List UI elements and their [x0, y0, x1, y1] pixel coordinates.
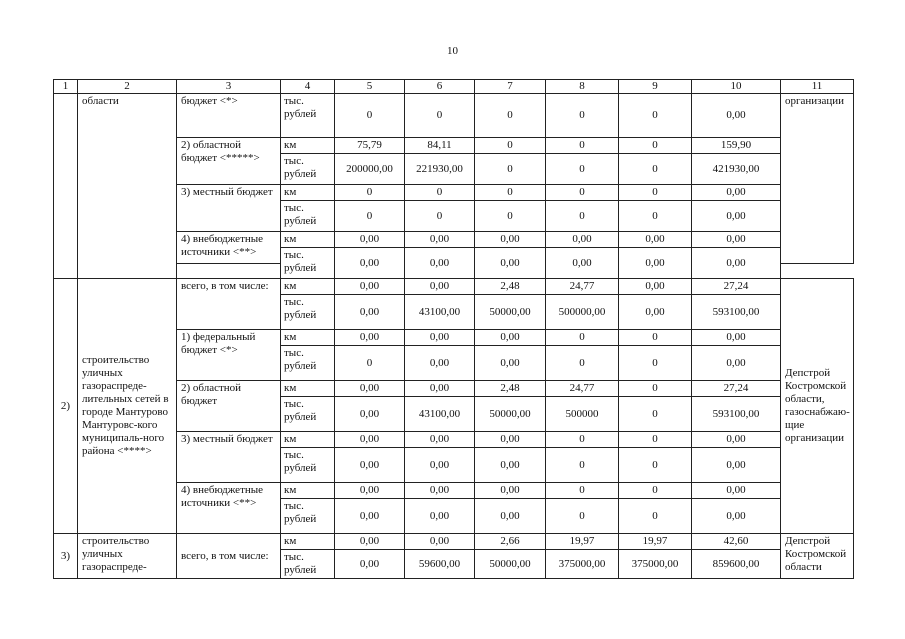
value-cell: 0 [405, 94, 475, 138]
value-cell: 50000,00 [475, 397, 546, 432]
table-row [54, 279, 854, 295]
value-cell: 0,00 [405, 483, 475, 499]
value-cell: 0,00 [475, 499, 546, 534]
unit-cell: км [281, 534, 335, 550]
value-cell: 0,00 [546, 248, 619, 279]
value-cell: 0 [475, 94, 546, 138]
unit-cell: тыс. рублей [281, 499, 335, 534]
value-cell: 0 [619, 185, 692, 201]
value-cell: 0,00 [335, 232, 405, 248]
value-cell: 0,00 [405, 534, 475, 550]
value-cell: 0,00 [475, 432, 546, 448]
value-cell: 0,00 [335, 534, 405, 550]
value-cell: 0 [546, 346, 619, 381]
table-row [54, 94, 854, 138]
value-cell: 0 [619, 381, 692, 397]
funding-source: 4) внебюджетные источники <**> [177, 483, 281, 534]
col-header: 8 [546, 80, 619, 94]
value-cell: 0,00 [335, 550, 405, 579]
value-cell: 0,00 [475, 483, 546, 499]
value-cell: 0,00 [475, 448, 546, 483]
unit-cell: тыс. рублей [281, 550, 335, 579]
value-cell: 0 [546, 138, 619, 154]
unit-cell: тыс. рублей [281, 397, 335, 432]
budget-table [53, 79, 854, 579]
col-header: 4 [281, 80, 335, 94]
value-cell: 0 [546, 94, 619, 138]
value-cell: 221930,00 [405, 154, 475, 185]
unit-cell: тыс. рублей [281, 248, 335, 279]
table-row [54, 534, 854, 550]
unit-cell: тыс. рублей [281, 448, 335, 483]
value-cell: 0 [619, 94, 692, 138]
value-cell: 0 [546, 330, 619, 346]
col-header: 3 [177, 80, 281, 94]
value-cell: 0,00 [619, 248, 692, 279]
value-cell: 0,00 [619, 232, 692, 248]
funding-source: всего, в том числе: [177, 534, 281, 579]
value-cell: 0,00 [405, 248, 475, 279]
value-cell: 500000,00 [546, 295, 619, 330]
value-cell: 0 [335, 94, 405, 138]
value-cell: 0 [546, 483, 619, 499]
value-cell: 0,00 [692, 346, 781, 381]
value-cell: 0,00 [335, 483, 405, 499]
measure-description: строительство уличных газораспреде- [78, 534, 177, 579]
value-cell: 0,00 [692, 185, 781, 201]
value-cell: 0 [475, 185, 546, 201]
value-cell: 27,24 [692, 381, 781, 397]
unit-cell: тыс. рублей [281, 94, 335, 138]
funding-source: 1) федеральный бюджет <*> [177, 330, 281, 381]
value-cell: 0,00 [405, 346, 475, 381]
value-cell: 0,00 [405, 330, 475, 346]
value-cell: 0 [619, 346, 692, 381]
value-cell: 0,00 [405, 448, 475, 483]
row-number: 3) [54, 534, 78, 579]
value-cell: 0,00 [546, 232, 619, 248]
col-header: 7 [475, 80, 546, 94]
value-cell: 0,00 [692, 448, 781, 483]
unit-cell: км [281, 381, 335, 397]
value-cell: 593100,00 [692, 295, 781, 330]
value-cell: 0,00 [692, 94, 781, 138]
unit-cell: км [281, 185, 335, 201]
value-cell: 0,00 [335, 381, 405, 397]
unit-cell: км [281, 279, 335, 295]
value-cell: 43100,00 [405, 295, 475, 330]
value-cell: 0,00 [405, 232, 475, 248]
unit-cell: км [281, 483, 335, 499]
executor-cell: Депстрой Костромской области, газоснабжаю-щие организации [781, 279, 854, 534]
value-cell: 0 [475, 138, 546, 154]
value-cell: 24,77 [546, 279, 619, 295]
value-cell: 0,00 [692, 432, 781, 448]
value-cell: 375000,00 [619, 550, 692, 579]
value-cell: 0 [475, 201, 546, 232]
value-cell: 200000,00 [335, 154, 405, 185]
funding-source: всего, в том числе: [177, 279, 281, 330]
value-cell: 0 [546, 432, 619, 448]
measure-description: области [78, 94, 177, 279]
value-cell: 75,79 [335, 138, 405, 154]
value-cell: 0 [619, 432, 692, 448]
value-cell: 0,00 [405, 432, 475, 448]
value-cell: 0 [619, 330, 692, 346]
value-cell: 2,66 [475, 534, 546, 550]
value-cell: 0 [546, 185, 619, 201]
value-cell: 0,00 [405, 279, 475, 295]
value-cell: 0,00 [475, 232, 546, 248]
col-header: 10 [692, 80, 781, 94]
value-cell: 0,00 [619, 279, 692, 295]
value-cell: 0,00 [475, 330, 546, 346]
value-cell: 0,00 [335, 330, 405, 346]
value-cell: 0 [475, 154, 546, 185]
value-cell: 0,00 [335, 295, 405, 330]
value-cell: 2,48 [475, 381, 546, 397]
header-row [54, 80, 854, 94]
funding-source: 3) местный бюджет [177, 185, 281, 232]
value-cell: 0 [546, 448, 619, 483]
measure-description: строительство уличных газораспреде-лительных сетей в городе Мантурово Мантуровс-кого муниципаль-ного района <****> [78, 279, 177, 534]
value-cell: 0,00 [405, 381, 475, 397]
value-cell: 421930,00 [692, 154, 781, 185]
row-number [54, 94, 78, 279]
value-cell: 84,11 [405, 138, 475, 154]
value-cell: 0 [546, 499, 619, 534]
funding-source: 3) местный бюджет [177, 432, 281, 483]
value-cell: 0,00 [335, 397, 405, 432]
value-cell: 0 [546, 201, 619, 232]
value-cell: 19,97 [546, 534, 619, 550]
value-cell: 0,00 [335, 432, 405, 448]
executor-cell: организации [781, 94, 854, 264]
unit-cell: тыс. рублей [281, 295, 335, 330]
unit-cell: км [281, 138, 335, 154]
value-cell: 50000,00 [475, 550, 546, 579]
col-header: 9 [619, 80, 692, 94]
value-cell: 0 [619, 201, 692, 232]
value-cell: 0 [405, 185, 475, 201]
value-cell: 0 [619, 397, 692, 432]
value-cell: 43100,00 [405, 397, 475, 432]
value-cell: 0,00 [692, 330, 781, 346]
funding-source: 4) внебюджетные источники <**> [177, 232, 281, 264]
value-cell: 0 [619, 138, 692, 154]
unit-cell: км [281, 432, 335, 448]
value-cell: 0,00 [335, 279, 405, 295]
value-cell: 0,00 [335, 499, 405, 534]
value-cell: 0,00 [475, 248, 546, 279]
value-cell: 0,00 [692, 483, 781, 499]
value-cell: 0 [405, 201, 475, 232]
executor-cell [177, 264, 281, 279]
value-cell: 0 [619, 483, 692, 499]
unit-cell: тыс. рублей [281, 346, 335, 381]
value-cell: 0,00 [692, 201, 781, 232]
funding-source: бюджет <*> [177, 94, 281, 138]
executor-cell: Депстрой Костромской области [781, 534, 854, 579]
value-cell: 500000 [546, 397, 619, 432]
col-header: 11 [781, 80, 854, 94]
value-cell: 0,00 [692, 232, 781, 248]
value-cell: 59600,00 [405, 550, 475, 579]
value-cell: 50000,00 [475, 295, 546, 330]
value-cell: 0,00 [619, 295, 692, 330]
value-cell: 0,00 [335, 248, 405, 279]
value-cell: 159,90 [692, 138, 781, 154]
value-cell: 859600,00 [692, 550, 781, 579]
col-header: 5 [335, 80, 405, 94]
col-header: 1 [54, 80, 78, 94]
value-cell: 0,00 [405, 499, 475, 534]
funding-source: 2) областной бюджет [177, 381, 281, 432]
funding-source: 2) областной бюджет <*****> [177, 138, 281, 185]
value-cell: 593100,00 [692, 397, 781, 432]
value-cell: 0 [619, 154, 692, 185]
value-cell: 375000,00 [546, 550, 619, 579]
value-cell: 0,00 [692, 499, 781, 534]
unit-cell: км [281, 330, 335, 346]
value-cell: 0 [335, 201, 405, 232]
value-cell: 0,00 [692, 248, 781, 279]
value-cell: 27,24 [692, 279, 781, 295]
col-header: 6 [405, 80, 475, 94]
value-cell: 0 [619, 499, 692, 534]
unit-cell: тыс. рублей [281, 201, 335, 232]
value-cell: 42,60 [692, 534, 781, 550]
value-cell: 0 [546, 154, 619, 185]
col-header: 2 [78, 80, 177, 94]
value-cell: 19,97 [619, 534, 692, 550]
value-cell: 0 [619, 448, 692, 483]
value-cell: 24,77 [546, 381, 619, 397]
unit-cell: тыс. рублей [281, 154, 335, 185]
value-cell: 0,00 [475, 346, 546, 381]
unit-cell: км [281, 232, 335, 248]
value-cell: 0,00 [335, 448, 405, 483]
page-number: 10 [447, 45, 458, 57]
row-number: 2) [54, 279, 78, 534]
value-cell: 0 [335, 346, 405, 381]
value-cell: 2,48 [475, 279, 546, 295]
value-cell: 0 [335, 185, 405, 201]
